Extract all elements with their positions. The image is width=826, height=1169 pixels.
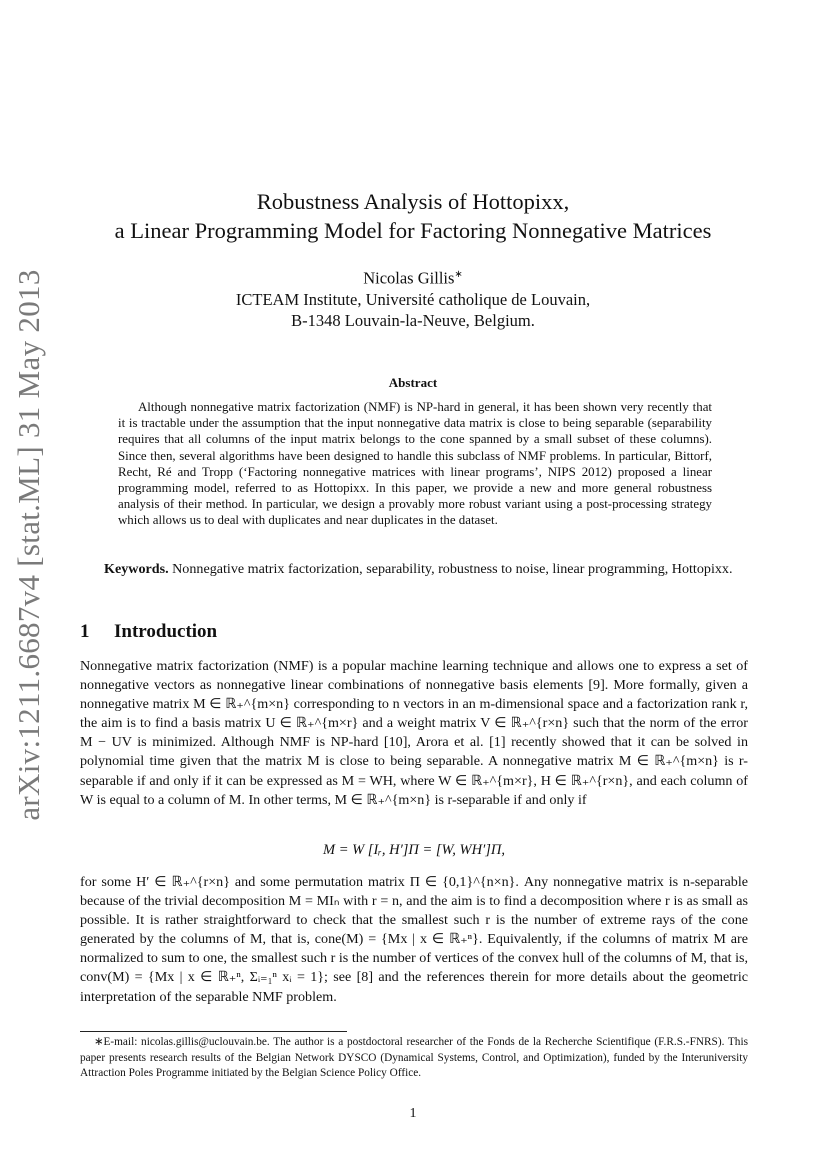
- arxiv-identifier: arXiv:1211.6687v4 [stat.ML] 31 May 2013: [11, 269, 46, 821]
- author-address: B-1348 Louvain-la-Neuve, Belgium.: [291, 310, 535, 330]
- intro-paragraph-2: for some H′ ∈ ℝ₊^{r×n} and some permutation matrix Π ∈ {0,1}^{n×n}. Any nonnegative matrix is n-separable because of the trivial decomposition M = MIₙ with r = n, and the aim is to find a decomposition where r is as small as possible. It is rather straightforward to check that the smallest such r is the number of extreme rays of the cone generated by the columns of M, that is, cone(M) = {Mx | x ∈ ℝ₊ⁿ}. Equivalently, if the columns of matrix M are normalized to sum to one, the smallest such r is the number of vertices of the convex hull of the columns of M, that is, conv(M) = {Mx | x ∈ ℝ₊ⁿ, Σᵢ₌₁ⁿ xᵢ = 1}; see [8] and the references therein for more details about the geometric interpretation of the separable NMF problem.: [80, 874, 748, 1005]
- page-number: 1: [409, 1106, 417, 1121]
- arxiv-sidebar: [4, 269, 54, 821]
- author-block: [80, 264, 746, 331]
- author-name: Nicolas Gillis: [363, 268, 455, 288]
- separability-equation: M = W [Iᵣ, H′]Π = [W, WH′]Π,: [322, 842, 505, 858]
- author-footnote-mark: ∗: [454, 269, 463, 280]
- section-title: Introduction: [114, 621, 218, 642]
- title-line-2: a Linear Programming Model for Factoring Nonnegative Matrices: [114, 218, 712, 243]
- keywords-label: Keywords.: [104, 561, 169, 577]
- title-line-1: Robustness Analysis of Hottopixx,: [256, 189, 570, 214]
- keywords-text: Nonnegative matrix factorization, separability, robustness to noise, linear programming, Hottopixx.: [172, 561, 733, 577]
- author-footnote: ∗E-mail: nicolas.gillis@uclouvain.be. The author is a postdoctoral researcher of the Fonds de la Recherche Scientifique (F.R.S.-FNRS). This paper presents research results of the Belgian Network DYSCO (Dynamical Systems, Control, and Optimization), funded by the Interuniversity Attraction Poles Programme initiated by the Belgian Science Policy Office.: [80, 1036, 748, 1079]
- keywords-paragraph: [80, 560, 748, 579]
- paper-title: [80, 187, 746, 245]
- section-number: 1: [80, 621, 90, 642]
- author-name-line: [80, 264, 746, 289]
- intro-paragraph-1: Nonnegative matrix factorization (NMF) is a popular machine learning technique and allows one to express a set of nonnegative vectors as nonnegative linear combinations of nonnegative basis elements [9]. More formally, given a nonnegative matrix M ∈ ℝ₊^{m×n} corresponding to n vectors in an m-dimensional space and a factorization rank r, the aim is to find a basis matrix U ∈ ℝ₊^{m×r} and a weight matrix V ∈ ℝ₊^{r×n} such that the norm of the error M − UV is minimized. Although NMF is NP-hard [10], Arora et al. [1] recently showed that it can be solved in polynomial time given that the matrix M is close to being separable. A nonnegative matrix M ∈ ℝ₊^{m×n} is r-separable if and only if it can be expressed as M = WH, where W ∈ ℝ₊^{m×r}, H ∈ ℝ₊^{r×n}, and each column of W is equal to a column of M. In other terms, M ∈ ℝ₊^{m×n} is r-separable if and only if: [80, 658, 748, 808]
- footnote-rule: [80, 1031, 347, 1032]
- author-affiliation: ICTEAM Institute, Université catholique de Louvain,: [235, 289, 591, 309]
- abstract-heading: Abstract: [388, 375, 438, 390]
- section-heading-introduction: [80, 621, 217, 643]
- abstract-text: Although nonnegative matrix factorization (NMF) is NP-hard in general, it has been shown very recently that it is tractable under the assumption that the input nonnegative data matrix is close to being separable (separability requires that all columns of the input matrix belongs to the cone spanned by a small subset of these columns). Since then, several algorithms have been designed to handle this subclass of NMF problems. In particular, Bittorf, Recht, Ré and Tropp (‘Factoring nonnegative matrices with linear programs’, NIPS 2012) proposed a linear programming model, referred to as Hottopixx. In this paper, we provide a new and more general robustness analysis of their method. In particular, we design a provably more robust variant using a post-processing strategy which allows us to deal with duplicates and near duplicates in the dataset.: [118, 400, 712, 528]
